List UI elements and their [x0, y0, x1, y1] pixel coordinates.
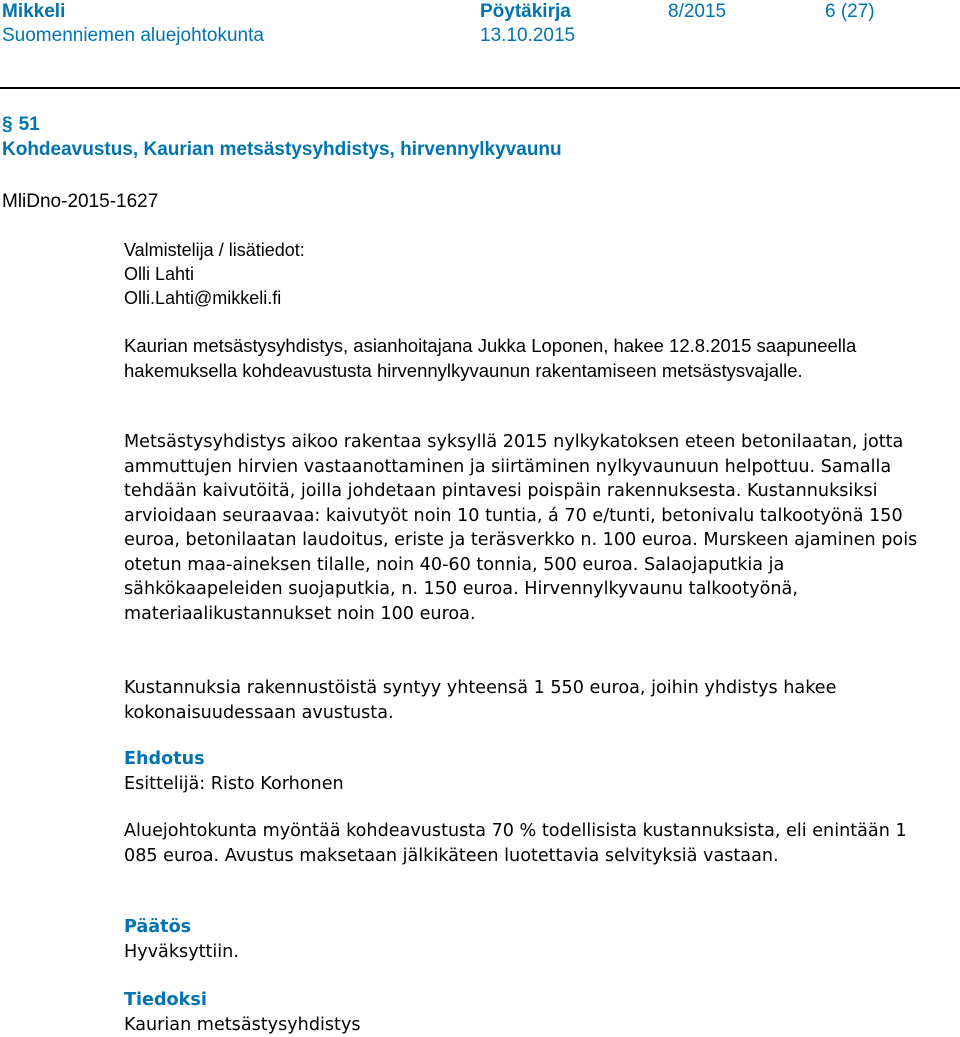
decision-heading: Päätös [124, 915, 944, 940]
section-number: 51 [19, 114, 40, 135]
paragraph-total-cost: Kustannuksia rakennustöistä syntyy yhteensä 1 550 euroa, joihin yhdistys hakee kokonaisuudessaan avustusta. [124, 676, 944, 725]
info-heading: Tiedoksi [124, 988, 944, 1013]
section-heading [2, 112, 562, 162]
paragraph-application: Kaurian metsästysyhdistys, asianhoitajana Jukka Loponen, hakee 12.8.2015 saapuneella hakemuksella kohdeavustusta hirvennylkyvaunun rakentamiseen metsästysvajalle. [124, 334, 924, 383]
header-divider [0, 87, 960, 89]
preparer-email[interactable]: Olli.Lahti@mikkeli.fi [124, 286, 305, 310]
info-section [124, 988, 944, 1037]
preparer-label: Valmistelija / lisätiedot: [124, 238, 305, 262]
paragraph-plan: Metsästysyhdistys aikoo rakentaa syksyllä 2015 nylkykatoksen eteen betonilaatan, jotta ammuttujen hirvien vastaanottaminen ja siirtäminen nylkyvaunuun helpottuu. Samalla tehdään kaivutöitä, joilla johdetaan pintavesi poispäin rakennuksesta. Kustannuksiksi arvioidaan seuraavaa: kaivutyöt noin 10 tuntia, á 70 e/tunti, betonivalu talkootyönä 150 euroa, betonilaatan laudoitus, eriste ja teräsverkko n. 100 euroa. Murskeen ajaminen pois otetun maa-aineksen tilalle, noin 40-60 tonnia, 500 euroa. Salaojaputkia ja sähkökaapeleiden suojaputkia, n. 150 euroa. Hirvennylkyvaunu talkootyönä, materiaalikustannukset noin 100 euroa. [124, 430, 944, 626]
meeting-date: 13.10.2015 [480, 24, 575, 47]
preparer-info [124, 238, 305, 310]
proposal-section [124, 747, 944, 796]
governing-body: Suomenniemen aluejohtokunta [2, 24, 264, 47]
section-sign: § [2, 114, 13, 135]
proposal-text: Aluejohtokunta myöntää kohdeavustusta 70 % todellisista kustannuksista, eli enintään 1 085 euroa. Avustus maksetaan jälkikäteen luotettavia selvityksiä vastaan. [124, 819, 944, 868]
proposal-heading: Ehdotus [124, 747, 944, 772]
diary-number: MliDno-2015-1627 [2, 191, 158, 213]
preparer-name: Olli Lahti [124, 262, 305, 286]
section-title: Kohdeavustus, Kaurian metsästysyhdistys, hirvennylkyvaunu [2, 137, 562, 162]
info-recipient: Kaurian metsästysyhdistys [124, 1013, 944, 1037]
proposal-presenter: Esittelijä: Risto Korhonen [124, 772, 944, 797]
page-number: 6 (27) [825, 0, 875, 23]
document-type: Pöytäkirja [480, 0, 571, 23]
organization-name: Mikkeli [2, 0, 65, 23]
document-header [0, 0, 960, 50]
minutes-number: 8/2015 [668, 0, 726, 23]
decision-text: Hyväksyttiin. [124, 940, 944, 965]
decision-section [124, 915, 944, 964]
